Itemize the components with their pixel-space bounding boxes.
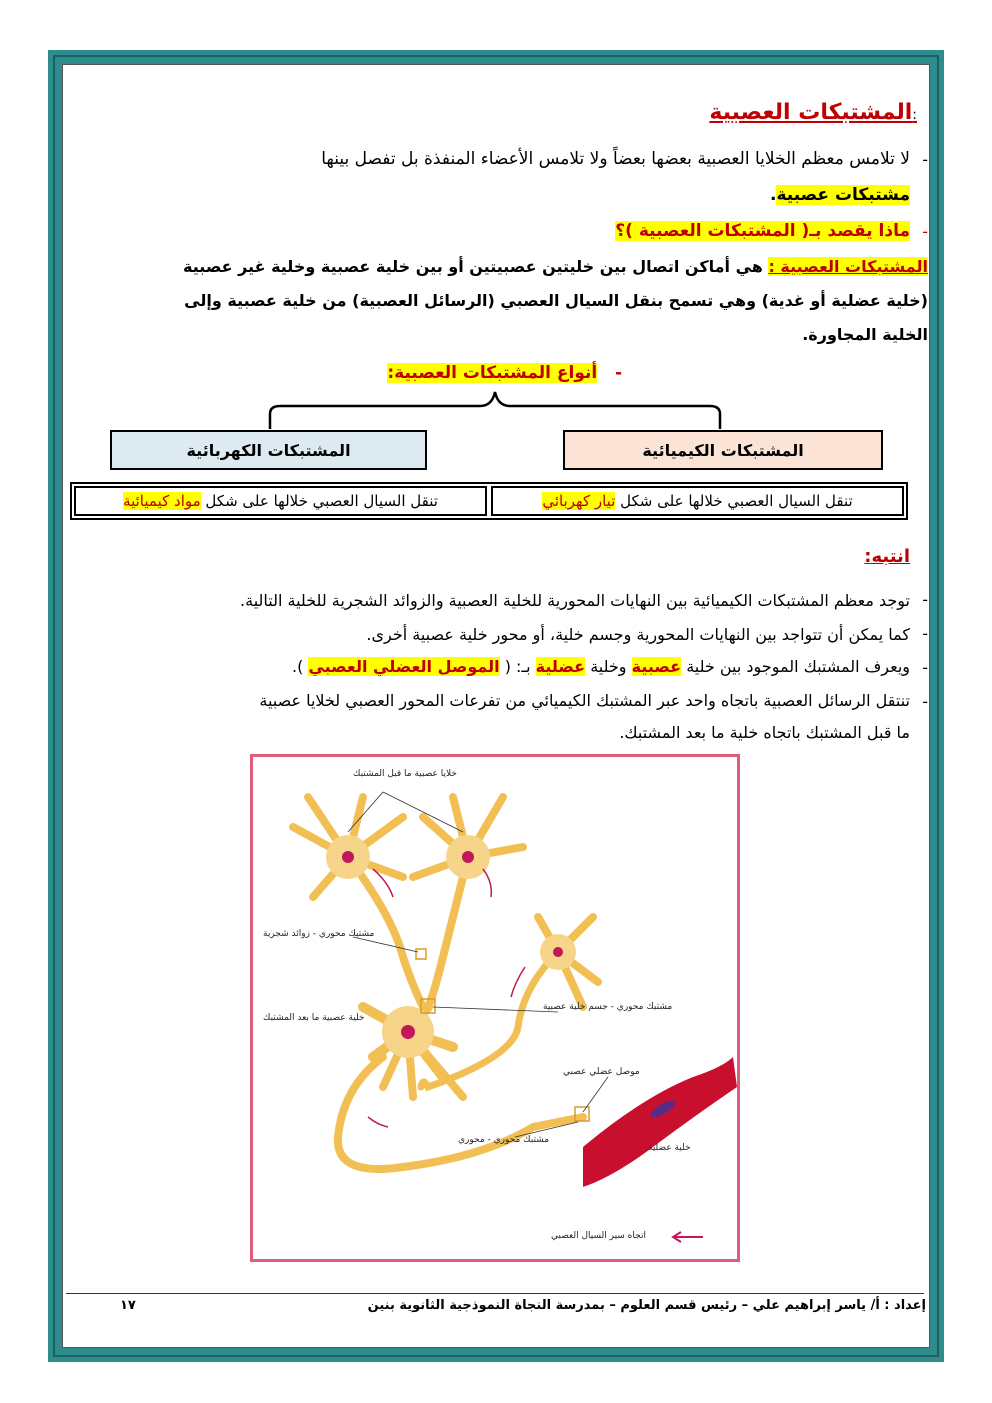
intro-line-2: مشتبكات عصبية. — [770, 185, 910, 205]
page-number: ١٧ — [120, 1298, 136, 1313]
note-heading: انتبه: — [864, 546, 910, 567]
bullet-marker: - — [922, 692, 928, 711]
note-2: كما يمكن أن تتواجد بين النهايات المحورية وجسم خلية، أو محور خلية عصبية أخرى. — [366, 625, 910, 644]
label-axo-dendritic: مشتبك محوري - زوائد شجرية — [263, 929, 375, 939]
intro-line-1: لا تلامس معظم الخلايا العصبية بعضها بعضاً ولا تلامس الأعضاء المنفذة بل تفصل بينها — [321, 149, 910, 169]
bullet-marker: - — [922, 222, 928, 241]
note-3: ويعرف المشتبك الموجود بين خلية عصبية وخلية عضلية بـ: ( الموصل العضلي العصبي ). — [292, 657, 910, 676]
page-title: المشتبكات العصبية: — [709, 100, 917, 125]
note-4-line-1: تنتقل الرسائل العصبية باتجاه واحد عبر المشتبك الكيميائي من تفرعات المحور العصبي لخلايا عصبية — [259, 691, 910, 710]
definition-line-3: الخلية المجاورة. — [802, 325, 928, 344]
label-direction: اتجاه سير السيال العصبي — [551, 1231, 646, 1241]
footer-credit: إعداد : أ/ ياسر إبراهيم علي – رئيس قسم العلوم – بمدرسة النجاة النموذجية الثانوية بنين — [367, 1298, 926, 1313]
types-heading: - أنواع المشتبكات العصبية: — [387, 363, 622, 383]
chemical-synapse-box: المشتبكات الكيميائية — [563, 430, 883, 470]
definition-term: المشتبكات العصبية : — [768, 257, 928, 276]
electrical-description: تنقل السيال العصبي خلالها على شكل تيار كهربائي — [491, 486, 904, 516]
chemical-description: تنقل السيال العصبي خلالها على شكل مواد كيميائية — [74, 486, 487, 516]
footer-divider — [66, 1293, 924, 1294]
types-bracket — [260, 384, 730, 434]
bullet-marker: - — [922, 150, 928, 169]
types-description-row — [70, 482, 908, 520]
label-postsynaptic: خلية عصبية ما بعد المشتبك — [263, 1013, 365, 1023]
note-4-line-2: ما قبل المشتبك باتجاه خلية ما بعد المشتبك. — [619, 723, 910, 742]
label-axo-somatic: مشتبك محوري - جسم خلية عصبية — [543, 1002, 673, 1012]
bullet-marker: - — [922, 624, 928, 643]
bullet-marker: - — [922, 658, 928, 677]
label-muscle: خلية عضلية — [648, 1143, 691, 1153]
note-1: توجد معظم المشتبكات الكيميائية بين النهايات المحورية للخلية العصبية والزوائد الشجرية للخلية التالية. — [240, 591, 910, 610]
label-presynaptic: خلايا عصبية ما قبل المشتبك — [353, 769, 457, 779]
label-axo-axonic: مشتبك محوري - محوري — [458, 1135, 550, 1145]
intro-term: مشتبكات عصبية — [776, 185, 910, 205]
bullet-marker: - — [922, 590, 928, 609]
definition-line-1: المشتبكات العصبية : هي أماكن اتصال بين خليتين عصبيتين أو بين خلية عصبية وخلية غير عصبية — [183, 257, 928, 276]
electrical-synapse-box: المشتبكات الكهربائية — [110, 430, 427, 470]
definition-line-2: (خلية عضلية أو غدية) وهي تسمح بنقل السيال العصبي (الرسائل العصبية) من خلية عصبية وإلى — [184, 291, 928, 310]
question: ماذا يقصد بـ( المشتبكات العصبية )؟ — [615, 221, 910, 241]
synapse-figure — [250, 754, 740, 1262]
label-nmj: موصل عضلي عصبي — [563, 1067, 640, 1077]
